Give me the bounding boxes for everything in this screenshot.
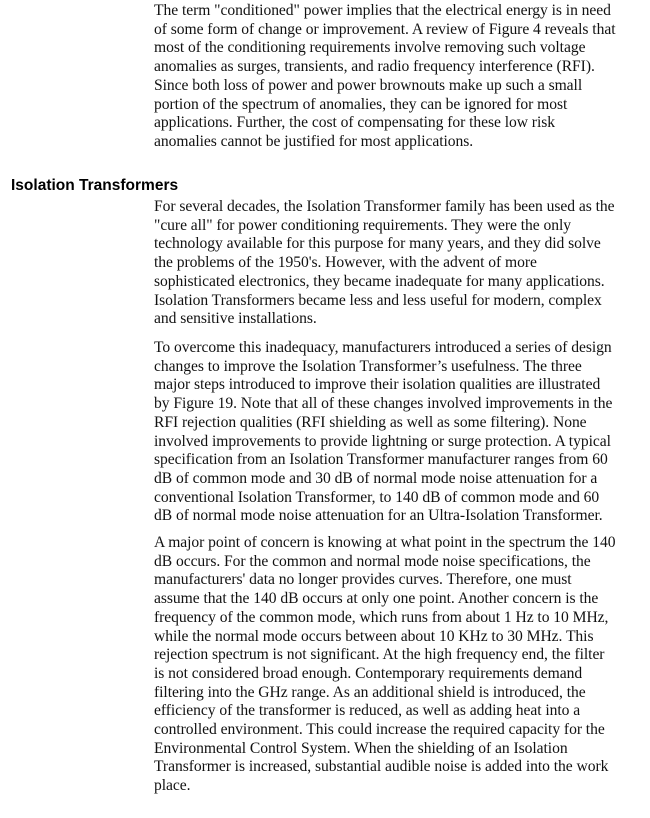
text-line: Environmental Control System. When the shielding of an Isolation (154, 739, 568, 757)
text-line: changes to improve the Isolation Transformer’s usefulness. The three (154, 357, 582, 375)
text-line: anomalies cannot be justified for most applications. (154, 132, 474, 150)
text-line: dB of normal mode noise attenuation for an Ultra-Isolation Transformer. (154, 507, 603, 525)
section-paragraph-design-changes (154, 339, 644, 526)
text-line: by Figure 19. Note that all of these changes involved improvements in the (154, 395, 613, 413)
text-line: To overcome this inadequacy, manufacturers introduced a series of design (154, 339, 612, 356)
section-paragraph-history (154, 198, 644, 329)
intro-paragraph (154, 2, 644, 152)
text-line: most of the conditioning requirements involve removing such voltage (154, 39, 586, 57)
text-line: manufacturers' data no longer provides curves. Therefore, one must (154, 571, 572, 589)
text-line: anomalies as surges, transients, and radio frequency interference (RFI). (154, 58, 595, 76)
text-line: is not considered broad enough. Contemporary requirements demand (154, 664, 583, 682)
text-line: technology available for this purpose for many years, and they did solve (154, 235, 601, 253)
text-line: and sensitive installations. (154, 310, 317, 328)
text-line: of some form of change or improvement. A review of Figure 4 reveals that (154, 20, 616, 38)
text-line: place. (154, 777, 191, 795)
section-heading: Isolation Transformers (11, 177, 179, 194)
text-line: filtering into the GHz range. As an additional shield is introduced, the (154, 683, 586, 701)
text-line: portion of the spectrum of anomalies, they can be ignored for most (154, 95, 568, 113)
text-line: major steps introduced to improve their isolation qualities are illustrated (154, 376, 601, 394)
text-line: rejection spectrum is not significant. At the high frequency end, the filter (154, 646, 605, 664)
text-line: applications. Further, the cost of compensating for these low risk (154, 114, 555, 132)
text-line: Since both loss of power and power brownouts make up such a small (154, 76, 583, 94)
text-line: involved improvements to provide lightning or surge protection. A typical (154, 432, 611, 450)
text-line: dB of common mode and 30 dB of normal mode noise attenuation for a (154, 469, 598, 487)
text-line: sophisticated electronics, they became inadequate for many applications. (154, 272, 605, 290)
text-line: assume that the 140 dB occurs at only one point. Another concern is the (154, 590, 599, 608)
text-line: controlled environment. This could increase the required capacity for the (154, 721, 605, 739)
text-line: The term "conditioned" power implies that the electrical energy is in need (154, 2, 611, 19)
section-paragraph-concerns (154, 534, 644, 796)
text-line: Isolation Transformers became less and less useful for modern, complex (154, 291, 602, 309)
text-line: conventional Isolation Transformer, to 140 dB of common mode and 60 (154, 488, 600, 506)
text-line: efficiency of the transformer is reduced, as well as adding heat into a (154, 702, 581, 720)
text-line: while the normal mode occurs between about 10 KHz to 30 MHz. This (154, 627, 594, 645)
text-line: specification from an Isolation Transformer manufacturer ranges from 60 (154, 451, 608, 469)
text-line: frequency of the common mode, which runs from about 1 Hz to 10 MHz, (154, 608, 609, 626)
text-line: A major point of concern is knowing at what point in the spectrum the 140 (154, 534, 616, 551)
text-line: For several decades, the Isolation Transformer family has been used as the (154, 198, 615, 215)
text-line: dB occurs. For the common and normal mode noise specifications, the (154, 552, 591, 570)
text-line: "cure all" for power conditioning requirements. They were the only (154, 216, 572, 234)
text-line: the problems of the 1950's. However, with the advent of more (154, 254, 537, 272)
text-line: Transformer is increased, substantial audible noise is added into the work (154, 758, 609, 776)
text-line: RFI rejection qualities (RFI shielding as well as some filtering). None (154, 413, 587, 431)
